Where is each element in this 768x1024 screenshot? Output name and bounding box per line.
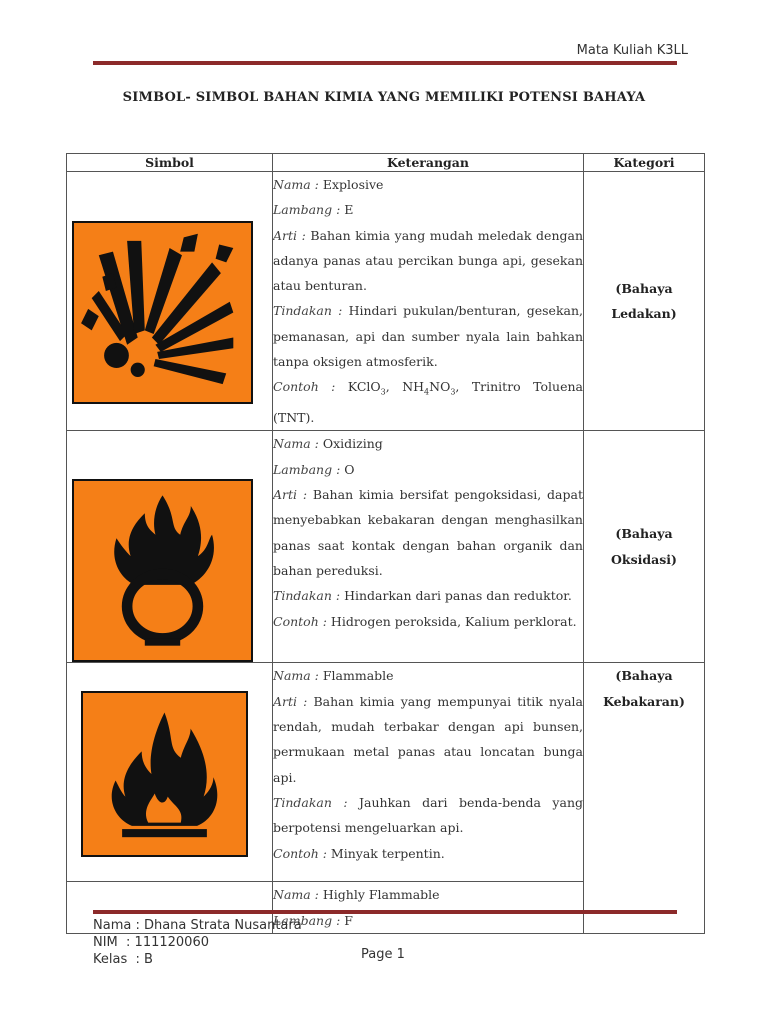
nama-label: Nama : — [273, 177, 319, 192]
table-row — [67, 663, 705, 882]
header-rule — [93, 61, 677, 65]
lambang-value: O — [344, 461, 355, 477]
course-header: Mata Kuliah K3LL — [576, 43, 688, 58]
category-line-2: Ledakan) — [611, 306, 677, 322]
tindakan-value: Jauhkan dari benda-benda yang berpotensi mengeluarkan api. — [273, 794, 583, 836]
description-cell — [273, 172, 584, 431]
symbol-cell — [67, 172, 273, 431]
category-line-1: (Bahaya — [615, 280, 673, 296]
hazard-table — [66, 153, 705, 934]
contoh-label: Contoh : — [273, 613, 327, 629]
nama-value: Oxidizing — [322, 436, 383, 452]
lambang-value: E — [344, 202, 354, 218]
nama-label: Nama : — [273, 668, 319, 684]
description-cell — [273, 431, 584, 663]
category-cell — [584, 431, 705, 663]
nama-value: Explosive — [322, 177, 384, 192]
tindakan-value: Hindari pukulan/benturan, gesekan, pemanasan, api dan sumber nyala lain bahkan tanpa oksigen atmosferik. — [273, 303, 583, 370]
tindakan-label: Tindakan : — [273, 303, 343, 319]
explosive-icon — [72, 221, 253, 404]
tindakan-label: Tindakan : — [273, 588, 341, 604]
tindakan-label: Tindakan : — [273, 794, 348, 810]
category-cell — [584, 663, 705, 934]
arti-value: Bahan kimia yang mempunyai titik nyala rendah, mudah terbakar dengan api bunsen, permukaan metal panas atau loncatan bunga api. — [273, 693, 583, 785]
arti-value: Bahan kimia yang mudah meledak dengan adanya panas atau percikan bunga api, gesekan atau benturan. — [273, 227, 583, 294]
description-cell — [273, 663, 584, 882]
flammable-icon — [81, 691, 248, 857]
symbol-cell — [67, 431, 273, 663]
contoh-value: Minyak terpentin. — [330, 845, 445, 861]
description-cell — [273, 882, 584, 934]
header-simbol: Simbol — [67, 154, 273, 172]
header-keterangan: Keterangan — [273, 154, 584, 172]
lambang-label: Lambang : — [273, 461, 341, 477]
nama-label: Nama : — [273, 436, 319, 452]
page-number: Page 1 — [361, 947, 405, 962]
category-line-2: Oksidasi) — [611, 551, 677, 567]
oxidizing-icon — [72, 479, 253, 662]
footer-info — [93, 917, 302, 968]
category-line-1: (Bahaya — [615, 668, 673, 684]
contoh-value: Hidrogen peroksida, Kalium perklorat. — [330, 613, 577, 629]
table-row — [67, 172, 705, 431]
lambang-label: Lambang : — [273, 202, 341, 218]
symbol-cell — [67, 663, 273, 882]
table-header-row — [67, 154, 705, 172]
nama-label: Nama : — [273, 887, 319, 903]
contoh-label: Contoh : — [273, 845, 327, 861]
arti-value: Bahan kimia bersifat pengoksidasi, dapat menyebabkan kebakaran dengan menghasilkan panas saat kontak dengan bahan organik dan bahan pereduksi. — [273, 487, 583, 578]
category-line-2: Kebakaran) — [603, 693, 685, 709]
category-cell — [584, 172, 705, 431]
footer-rule — [93, 910, 677, 914]
arti-label: Arti : — [273, 693, 308, 709]
lambang-label: Lambang : — [273, 912, 341, 928]
footer-nim: NIM : 111120060 — [93, 935, 209, 950]
contoh-label: Contoh : — [273, 379, 336, 395]
arti-label: Arti : — [273, 227, 306, 243]
document-title: SIMBOL- SIMBOL BAHAN KIMIA YANG MEMILIKI POTENSI BAHAYA — [122, 90, 646, 105]
tindakan-value: Hindarkan dari panas dan reduktor. — [344, 588, 572, 604]
footer-kelas: Kelas : B — [93, 952, 153, 967]
footer-nama: Nama : Dhana Strata Nusantara — [93, 918, 302, 933]
header-kategori: Kategori — [584, 154, 705, 172]
arti-label: Arti : — [273, 487, 308, 503]
nama-value: Flammable — [322, 668, 394, 684]
table-row — [67, 431, 705, 663]
contoh-value: KClO$_3$, $NH_4NO_3$, Trinitro Toluena (TNT). — [273, 379, 583, 426]
category-line-1: (Bahaya — [615, 526, 673, 542]
nama-value: Highly Flammable — [322, 887, 440, 903]
lambang-value: F — [344, 912, 353, 928]
